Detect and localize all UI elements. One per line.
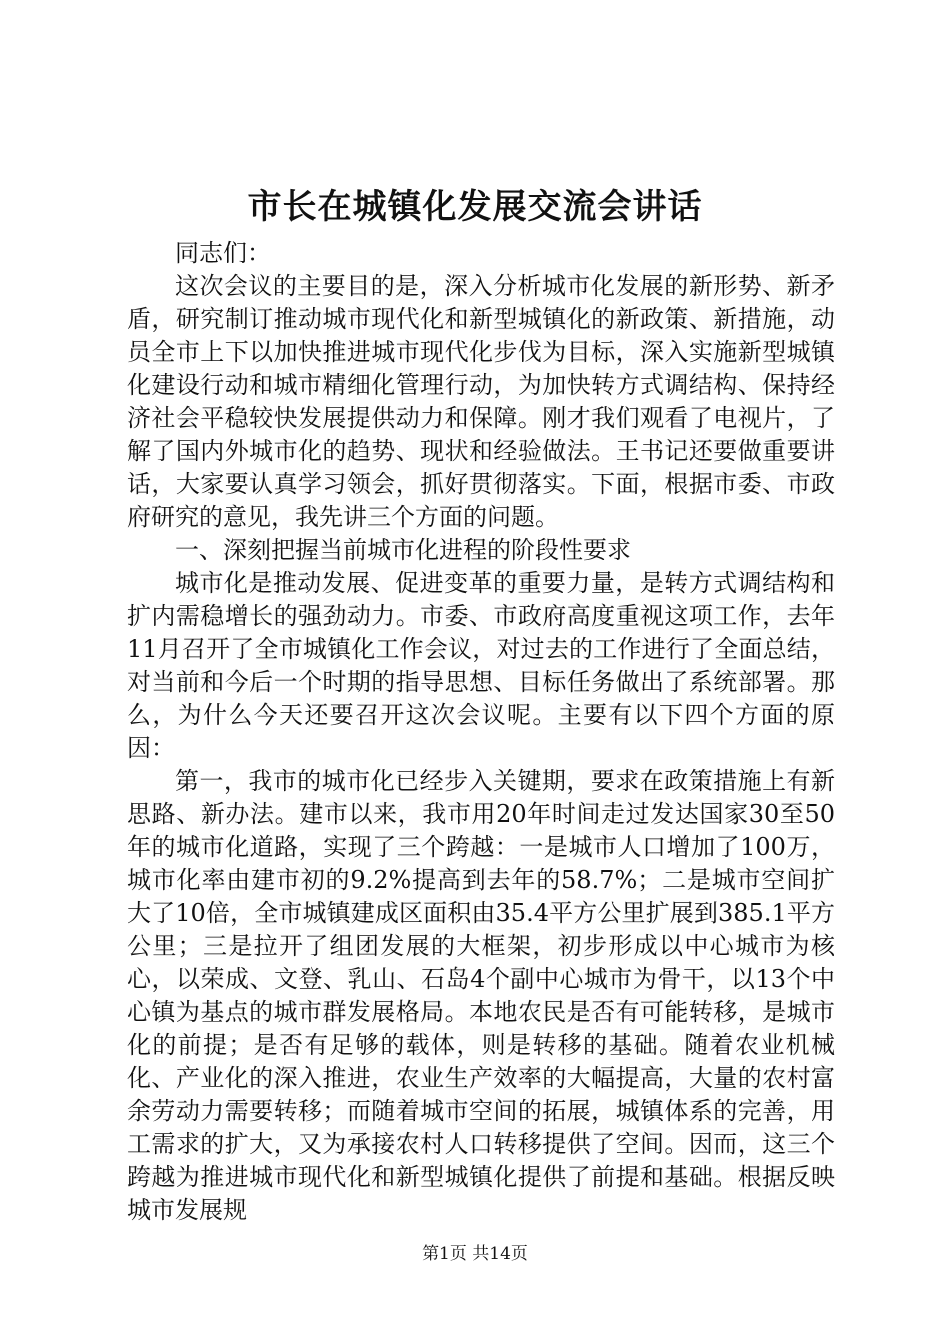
- salutation: 同志们：: [175, 239, 271, 267]
- paragraph-background: 城市化是推动发展、促进变革的重要力量，是转方式调结构和扩内需稳增长的强劲动力。市委、市政府高度重视这项工作，去年11月召开了全市城镇化工作会议，对过去的工作进行了全面总结，对当前和今后一个时期的指导思想、目标任务做出了系统部署。那么，为什么今天还要召开这次会议呢。主要有以下四个方面的原因：: [127, 569, 835, 762]
- paragraph-first-reason: 第一，我市的城市化已经步入关键期，要求在政策措施上有新思路、新办法。建市以来，我市用20年时间走过发达国家30至50年的城市化道路，实现了三个跨越：一是城市人口增加了100万，城市化率由建市初的9.2%提高到去年的58.7%；二是城市空间扩大了10倍，全市城镇建成区面积由35.4平方公里扩展到385.1平方公里；三是拉开了组团发展的大框架，初步形成以中心城市为核心，以荣成、文登、乳山、石岛4个副中心城市为骨干，以13个中心镇为基点的城市群发展格局。本地农民是否有可能转移，是城市化的前提；是否有足够的载体，则是转移的基础。随着农业机械化、产业化的深入推进，农业生产效率的大幅提高，大量的农村富余劳动力需要转移；而随着城市空间的拓展，城镇体系的完善，用工需求的扩大，又为承接农村人口转移提供了空间。因而，这三个跨越为推进城市现代化和新型城镇化提供了前提和基础。根据反映城市发展规: [127, 767, 835, 1224]
- document-body: [127, 237, 835, 1227]
- section-heading: 一、深刻把握当前城市化进程的阶段性要求: [175, 536, 631, 564]
- paragraph-intro: 这次会议的主要目的是，深入分析城市化发展的新形势、新矛盾，研究制订推动城市现代化和新型城镇化的新政策、新措施，动员全市上下以加快推进城市现代化步伐为目标，深入实施新型城镇化建设行动和城市精细化管理行动，为加快转方式调结构、保持经济社会平稳较快发展提供动力和保障。刚才我们观看了电视片，了解了国内外城市化的趋势、现状和经验做法。王书记还要做重要讲话，大家要认真学习领会，抓好贯彻落实。下面，根据市委、市政府研究的意见，我先讲三个方面的问题。: [127, 272, 835, 531]
- document-title: 市长在城镇化发展交流会讲话: [247, 187, 703, 227]
- page-footer: 第1页 共14页: [422, 1244, 528, 1264]
